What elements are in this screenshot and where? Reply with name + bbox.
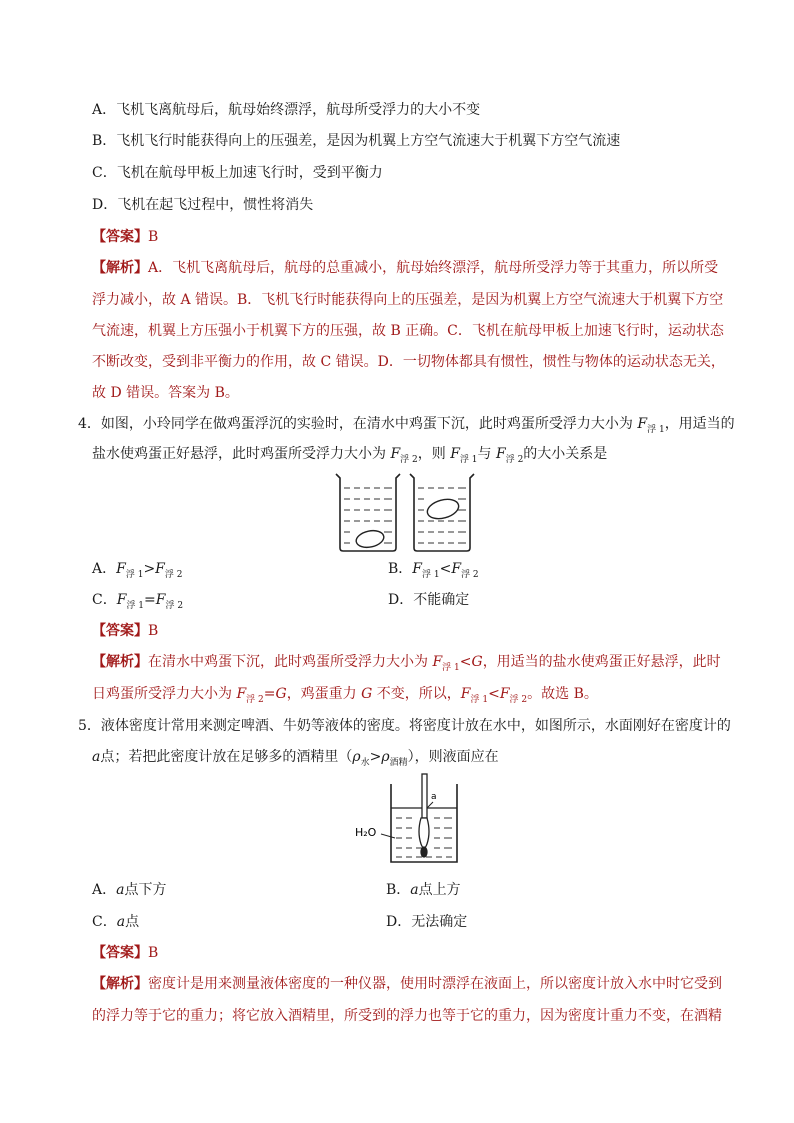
q4-stem-line-2: 盐水使鸡蛋正好悬浮，此时鸡蛋所受浮力大小为 $F_{浮 2}$，则 $F_{浮 1}$与 $F_{浮 2}$的大小关系是 [92, 446, 608, 465]
egg-suspended [425, 496, 461, 522]
q5-option-d: D．无法确定 [386, 914, 468, 930]
hydrometer-figure [355, 772, 465, 866]
question-number: 4． [78, 416, 101, 432]
q3-analysis-line-4: 不断改变，受到非平衡力的作用，故 C 错误。D．一切物体都具有惯性，惯性与物体的运动状态无关， [92, 354, 725, 370]
answer-tag: 【答案】 [92, 945, 148, 961]
q3-analysis-line-5: 故 D 错误。答案为 B。 [92, 385, 239, 401]
q4-option-a: A．$F_{浮 1}>F_{浮 2}$ [92, 561, 183, 580]
answer-value: B [148, 945, 159, 961]
q3-option-b: B．飞机飞行时能获得向上的压强差，是因为机翼上方空气流速大于机翼下方空气流速 [92, 133, 621, 149]
q3-analysis-line-3: 气流速，机翼上方压强小于机翼下方的压强，故 B 正确。C．飞机在航母甲板上加速飞行时，运动状态 [92, 323, 724, 339]
label-leader [381, 834, 395, 838]
q4-analysis-line-1: 【解析】在清水中鸡蛋下沉，此时鸡蛋所受浮力大小为 $F_{浮 1}<G$，用适当的盐水使鸡蛋正好悬浮，此时 [92, 654, 721, 673]
q5-analysis-line-2: 的浮力等于它的重力；将它放入酒精里，所受到的浮力也等于它的重力，因为密度计重力不变，在酒精 [92, 1008, 722, 1024]
analysis-tag: 【解析】 [92, 654, 148, 670]
q5-analysis-line-1: 【解析】密度计是用来测量液体密度的一种仪器，使用时漂浮在液面上，所以密度计放入水中时它受到 [92, 976, 722, 992]
q5-stem-line-1: 5．液体密度计常用来测定啤酒、牛奶等液体的密度。将密度计放在水中，如图所示，水面刚好在密度计的 [78, 718, 731, 734]
q3-option-c: C．飞机在航母甲板上加速飞行时，受到平衡力 [92, 165, 383, 181]
q4-analysis-line-2: 日鸡蛋所受浮力大小为 $F_{浮 2}=G$，鸡蛋重力 G 不变，所以，$F_{浮 1}<F_{浮 2}$。故选 B。 [92, 686, 598, 705]
q5-stem-line-2: a点；若把此密度计放在足够多的酒精里$(\rho_水>\rho_{酒精})$，则液面应在 [92, 749, 499, 768]
q4-option-d: D．不能确定 [388, 592, 470, 608]
beakers-egg-figure [330, 472, 480, 554]
analysis-tag: 【解析】 [92, 260, 148, 276]
q5-option-a: A．a点下方 [92, 882, 167, 898]
q3-option-a: A．飞机飞离航母后，航母始终漂浮，航母所受浮力的大小不变 [92, 102, 481, 118]
h2o-label: H₂O [355, 826, 377, 839]
mark-a: a [431, 792, 437, 802]
hydrometer [419, 774, 429, 857]
q4-stem-line-1: 4．如图，小玲同学在做鸡蛋浮沉的实验时，在清水中鸡蛋下沉，此时鸡蛋所受浮力大小为 $F_{浮 1}$，用适当的 [78, 416, 735, 435]
q4-option-b: B．$F_{浮 1}<F_{浮 2}$ [388, 561, 479, 580]
answer-value: B [148, 623, 159, 639]
q4-option-c: C．$F_{浮 1}=F_{浮 2}$ [92, 592, 184, 611]
answer-tag: 【答案】 [92, 623, 148, 639]
question-number: 5． [78, 718, 101, 734]
q3-analysis-line-2: 浮力减小，故 A 错误。B．飞机飞行时能获得向上的压强差，是因为机翼上方空气流速大于机翼下方空 [92, 292, 724, 308]
q3-option-d: D．飞机在起飞过程中，惯性将消失 [92, 197, 314, 213]
q5-answer [92, 943, 158, 963]
q5-option-c: C．a点 [92, 914, 140, 930]
answer-tag: 【答案】 [92, 229, 148, 245]
q3-analysis-line-1: 【解析】A．飞机飞离航母后，航母的总重减小，航母始终漂浮，航母所受浮力等于其重力，所以所受 [92, 260, 719, 276]
q5-option-b: B．a点上方 [386, 882, 461, 898]
egg-sunk [355, 528, 386, 549]
mark-leader [427, 802, 433, 808]
answer-value: B [148, 229, 159, 245]
q4-answer [92, 621, 158, 641]
q3-answer [92, 227, 158, 247]
analysis-tag: 【解析】 [92, 976, 148, 992]
